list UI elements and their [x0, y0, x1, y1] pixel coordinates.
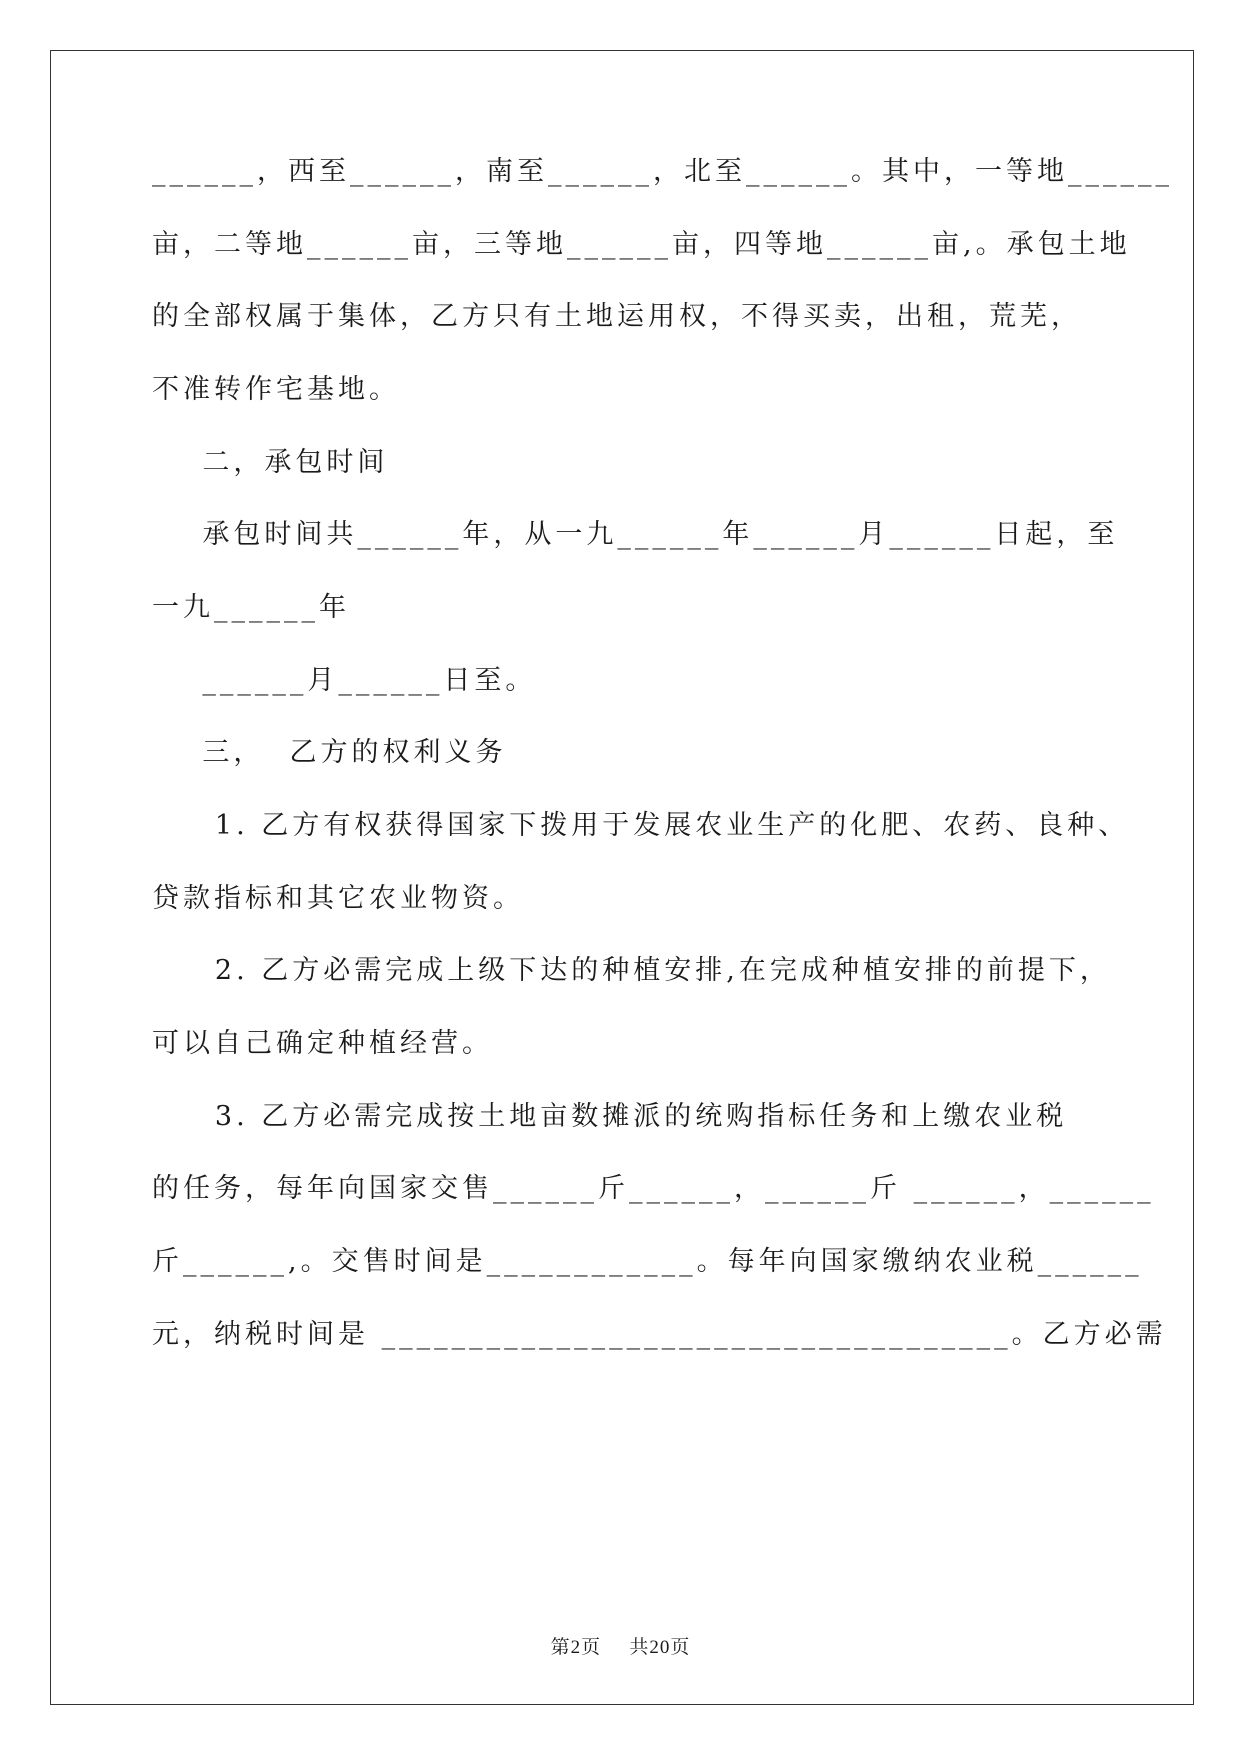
clause-2-line-1: 2. 乙方必需完成上级下达的种植安排,在完成种植安排的前提下， — [152, 955, 1111, 986]
body-line-2: 亩，二等地______亩，三等地______亩，四等地______亩,。承包土地 — [152, 229, 1131, 260]
footer-page-number: 2 — [570, 1637, 582, 1658]
body-line-4: 不准转作宅基地。 — [152, 374, 400, 405]
clause-3-line-2: 的任务，每年向国家交售______斤______，______斤 ______，______ — [152, 1173, 1155, 1204]
footer-total-suffix: 页 — [670, 1636, 691, 1658]
clause-1-line-1: 1. 乙方有权获得国家下拨用于发展农业生产的化肥、农药、良种、 — [152, 810, 1130, 841]
clause-3-line-1: 3. 乙方必需完成按土地亩数摊派的统购指标任务和上缴农业税 — [152, 1101, 1068, 1132]
clause-1-line-2: 贷款指标和其它农业物资。 — [152, 883, 524, 914]
body-line-1: ______，西至______，南至______，北至______。其中，一等地______ — [152, 156, 1173, 187]
section-heading-2: 二，承包时间 — [152, 447, 389, 478]
body-line-3: 的全部权属于集体，乙方只有土地运用权，不得买卖，出租，荒芜， — [152, 301, 1082, 332]
footer-total-pages: 20 — [649, 1637, 671, 1658]
footer-total-prefix: 共 — [629, 1636, 650, 1658]
body-line-6: 承包时间共______年，从一九______年______月______日起，至 — [152, 519, 1119, 550]
footer-prefix: 第 — [550, 1636, 571, 1658]
clause-3-line-4: 元，纳税时间是 ____________________________________。乙方必需 — [152, 1319, 1167, 1350]
page-footer — [0, 1632, 1241, 1659]
body-line-8: ______月______日至。 — [152, 665, 537, 696]
clause-3-line-3: 斤______,。交售时间是____________。每年向国家缴纳农业税______ — [152, 1246, 1143, 1277]
clause-2-line-2: 可以自己确定种植经营。 — [152, 1028, 493, 1059]
footer-page-suffix: 页 — [581, 1636, 602, 1658]
section-heading-3: 三， 乙方的权利义务 — [152, 737, 507, 768]
body-line-7: 一九______年 — [152, 592, 350, 623]
